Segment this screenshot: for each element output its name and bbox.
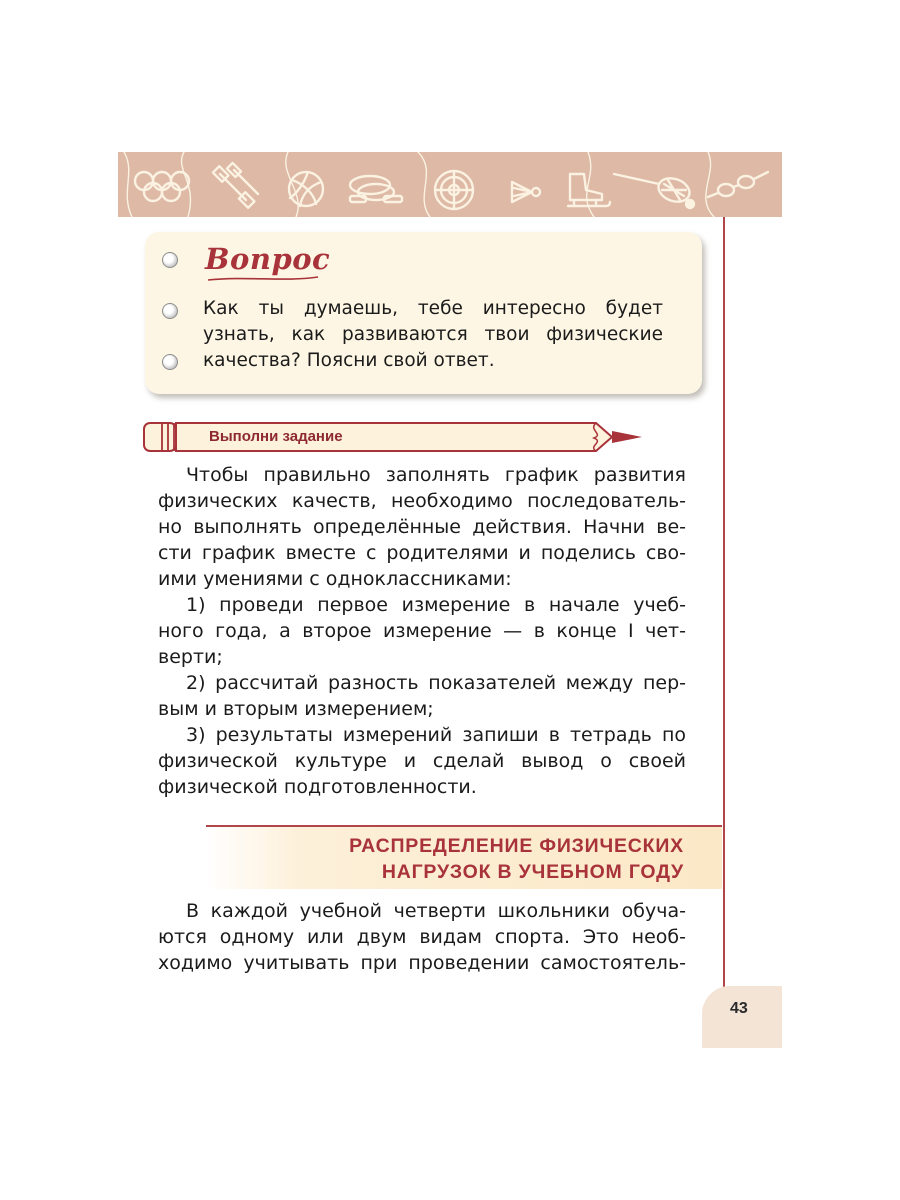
- page-number-tab: [702, 986, 782, 1048]
- text-line: ходимо учитывать при проведении самостоятель-: [158, 952, 686, 974]
- text-line: ими умениями с одноклассниками:: [158, 568, 512, 590]
- tennis-racket-icon: [614, 174, 694, 208]
- binder-ring-icon: [162, 252, 178, 268]
- sports-banner: [118, 152, 782, 217]
- jump-rope-icon: [350, 176, 402, 202]
- text-line: физической подготовленности.: [158, 776, 477, 798]
- text-line: 2) рассчитай разность показателей между пер-: [186, 672, 686, 694]
- text-line: верти;: [158, 646, 223, 668]
- margin-rule: [723, 217, 725, 995]
- page-number: 43: [730, 1000, 748, 1017]
- task-text: [158, 462, 686, 800]
- dumbbells-icon: [213, 163, 258, 208]
- shuttlecock-icon: [512, 182, 540, 202]
- text-line: физической культуре и сделай вывод о своей: [158, 750, 686, 772]
- text-line: ются одному или двум видам спорта. Это необ-: [158, 926, 686, 948]
- olympic-rings-icon: [135, 172, 189, 201]
- text-line: В каждой учебной четверти школьники обуча-: [186, 900, 686, 922]
- text-line: вым и вторым измерением;: [158, 698, 434, 720]
- question-text: [203, 296, 663, 374]
- text-line: Чтобы правильно заполнять график развития: [186, 464, 686, 486]
- section-title-line: НАГРУЗОК В УЧЕБНОМ ГОДУ: [381, 861, 684, 883]
- section-title-line: РАСПРЕДЕЛЕНИЕ ФИЗИЧЕСКИХ: [349, 835, 684, 857]
- text-line: ного года, а второе измерение — в конце I чет-: [158, 620, 686, 642]
- text-line: физических качеств, необходимо последователь-: [158, 490, 686, 512]
- binder-ring-icon: [162, 354, 178, 370]
- question-line: качества? Поясни свой ответ.: [203, 350, 495, 371]
- task-label: Выполни задание: [209, 428, 343, 445]
- question-line: Как ты думаешь, тебе интересно будет: [203, 298, 663, 319]
- binder-ring-icon: [162, 303, 178, 319]
- question-line: узнать, как развиваются твои физические: [203, 324, 663, 345]
- text-line: 1) проведи первое измерение в начале учеб-: [186, 594, 686, 616]
- text-line: 3) результаты измерений запиши в тетрадь по: [186, 724, 686, 746]
- target-icon: [435, 171, 473, 209]
- swim-goggles-icon: [708, 172, 768, 197]
- section-title: [349, 833, 684, 885]
- title-underline: [206, 272, 321, 284]
- text-line: сти график вместе с родителями и поделись сво-: [158, 542, 686, 564]
- question-title: Вопрос: [205, 242, 331, 276]
- text-line: но выполнять определённые действия. Начни ве-: [158, 516, 686, 538]
- section-text: [158, 898, 686, 976]
- banner-art: [118, 152, 782, 217]
- section-heading: [206, 825, 722, 889]
